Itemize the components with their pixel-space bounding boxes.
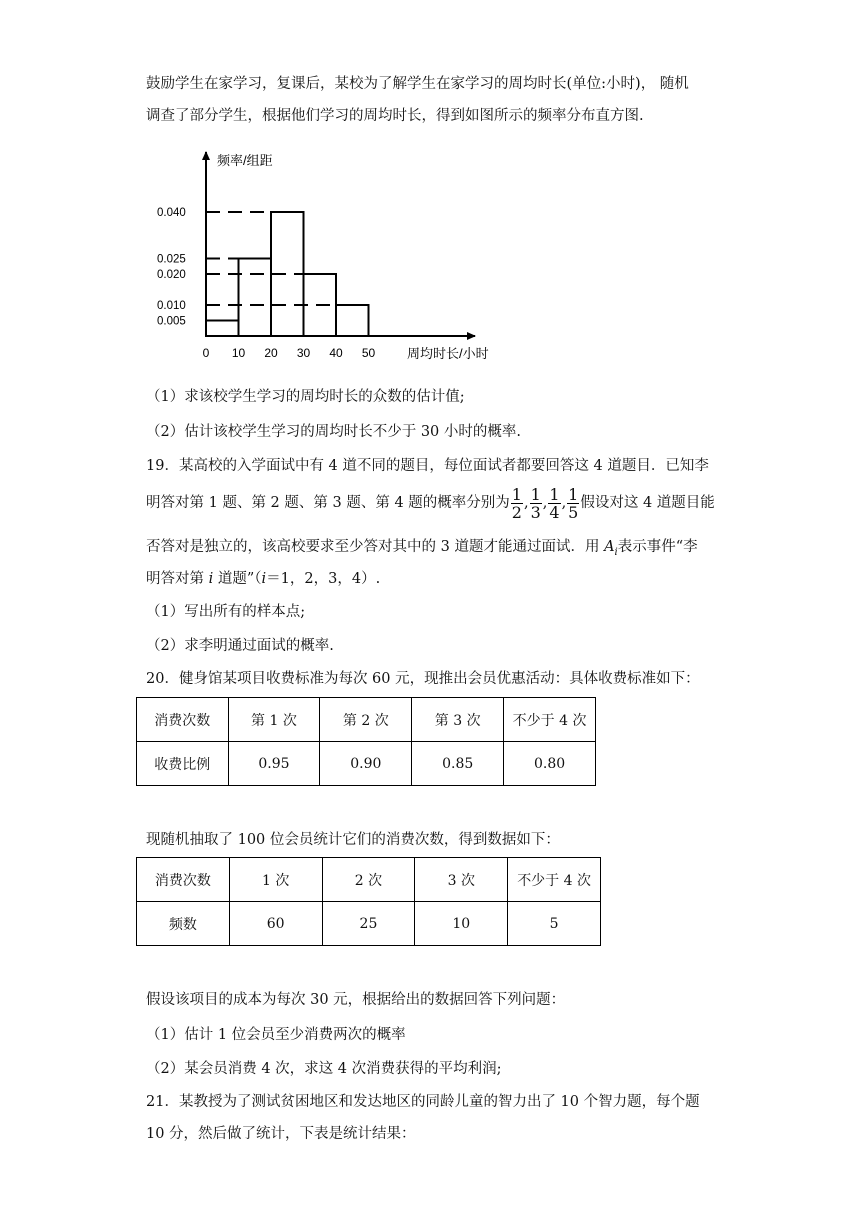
table-cell: 0.85 bbox=[412, 742, 504, 786]
fraction-1-4 bbox=[548, 486, 560, 521]
table-cell: 0.90 bbox=[320, 742, 412, 786]
q19-part-2: （2）求李明通过面试的概率. bbox=[146, 638, 334, 654]
intro-line-2: 调查了部分学生，根据他们学习的周均时长，得到如图所示的频率分布直方图. bbox=[146, 108, 644, 124]
index-variable: i bbox=[208, 571, 214, 587]
y-tick-label: 0.010 bbox=[157, 300, 186, 312]
fraction-denominator: 2 bbox=[511, 502, 522, 522]
x-tick-label: 20 bbox=[264, 346, 278, 360]
y-tick-label: 0.025 bbox=[157, 253, 186, 266]
fraction-denominator: 5 bbox=[568, 502, 579, 522]
table-cell: 消费次数 bbox=[137, 698, 229, 742]
histogram-bar bbox=[336, 305, 369, 336]
q19-part-1: （1）写出所有的样本点; bbox=[146, 604, 306, 620]
q19-line-3 bbox=[146, 537, 726, 563]
y-tick-label: 0.040 bbox=[157, 207, 186, 219]
q20-part-1: （1）估计 1 位会员至少消费两次的概率 bbox=[146, 1027, 406, 1043]
x-tick-label: 0 bbox=[202, 346, 210, 360]
event-subscript: i bbox=[614, 546, 618, 558]
histogram-bar bbox=[239, 259, 272, 337]
q19-line-4-post: ＝1，2，3，4）. bbox=[266, 571, 381, 587]
q20-line-2: 现随机抽取了 100 位会员统计它们的消费次数，得到数据如下： bbox=[146, 832, 560, 848]
table-row bbox=[137, 698, 596, 742]
table-row bbox=[137, 742, 596, 786]
table-cell: 频数 bbox=[137, 902, 230, 946]
y-tick-label: 0.020 bbox=[157, 269, 186, 281]
q18-part-2: （2）估计该校学生学习的周均时长不少于 30 小时的概率. bbox=[146, 424, 522, 440]
q20-part-2: （2）某会员消费 4 次，求这 4 次消费获得的平均利润; bbox=[146, 1061, 502, 1077]
y-tick-label: 0.005 bbox=[157, 315, 186, 328]
table-cell: 第 2 次 bbox=[320, 698, 412, 742]
table-cell: 2 次 bbox=[322, 858, 415, 902]
x-tick-label: 10 bbox=[231, 346, 246, 360]
q19-line-4 bbox=[146, 569, 726, 589]
q21-line-1: 21．某教授为了测试贫困地区和发达地区的同龄儿童的智力出了 10 个智力题，每个题 bbox=[146, 1094, 700, 1110]
q21-line-2: 10 分，然后做了统计，下表是统计结果： bbox=[146, 1126, 416, 1142]
table-cell: 5 bbox=[508, 902, 601, 946]
y-axis-label: 频率/组距 bbox=[217, 153, 273, 168]
fraction-denominator: 4 bbox=[549, 502, 560, 522]
q19-line-4-mid: 道题”（ bbox=[213, 571, 262, 587]
table-cell: 第 1 次 bbox=[228, 698, 320, 742]
x-tick-label: 50 bbox=[361, 346, 376, 360]
table-cell: 25 bbox=[322, 902, 415, 946]
table-cell: 不少于 4 次 bbox=[504, 698, 596, 742]
table-cell: 0.95 bbox=[228, 742, 320, 786]
q19-line-3-post: 表示事件“李 bbox=[617, 539, 698, 555]
index-variable: i bbox=[261, 571, 267, 587]
q20-line-3: 假设该项目的成本为每次 30 元，根据给出的数据回答下列问题： bbox=[146, 992, 566, 1008]
table-cell: 第 3 次 bbox=[412, 698, 504, 742]
table-cell: 收费比例 bbox=[137, 742, 229, 786]
frequency-histogram bbox=[140, 140, 510, 370]
q18-part-1: （1）求该校学生学习的周均时长的众数的估计值; bbox=[146, 389, 465, 405]
intro-line-1: 鼓励学生在家学习，复课后，某校为了解学生在家学习的周均时长(单位:小时)， 随机 bbox=[146, 76, 689, 92]
fraction-numerator: 1 bbox=[530, 484, 541, 504]
q19-line-4-pre: 明答对第 bbox=[146, 571, 209, 587]
event-variable: A bbox=[604, 539, 615, 555]
table-cell: 消费次数 bbox=[137, 858, 230, 902]
table-cell: 不少于 4 次 bbox=[508, 858, 601, 902]
q19-line-2-pre: 明答对第 1 题、第 2 题、第 3 题、第 4 题的概率分别为 bbox=[146, 495, 510, 511]
fraction-1-2 bbox=[511, 486, 523, 521]
fraction-numerator: 1 bbox=[511, 484, 522, 504]
table-row bbox=[137, 902, 601, 946]
fraction-separator: , bbox=[523, 495, 529, 511]
fee-ratio-table bbox=[136, 697, 596, 786]
fraction-separator: , bbox=[542, 495, 548, 511]
fraction-1-5 bbox=[567, 486, 579, 521]
x-axis-label: 周均时长/小时 bbox=[407, 346, 489, 361]
table-cell: 1 次 bbox=[229, 858, 322, 902]
fraction-denominator: 3 bbox=[530, 502, 541, 522]
table-cell: 3 次 bbox=[415, 858, 508, 902]
x-tick-label: 40 bbox=[329, 346, 343, 360]
q19-line-3-pre: 否答对是独立的，该高校要求至少答对其中的 3 道题才能通过面试．用 bbox=[146, 539, 605, 555]
table-cell: 0.80 bbox=[504, 742, 596, 786]
x-tick-label: 30 bbox=[296, 346, 311, 360]
table-cell: 60 bbox=[229, 902, 322, 946]
table-row bbox=[137, 858, 601, 902]
q20-line-1: 20．健身馆某项目收费标准为每次 60 元，现推出会员优惠活动：具体收费标准如下： bbox=[146, 671, 700, 687]
frequency-table bbox=[136, 857, 601, 946]
fraction-1-3 bbox=[530, 486, 542, 521]
fraction-numerator: 1 bbox=[549, 484, 560, 504]
fraction-numerator: 1 bbox=[568, 484, 579, 504]
q19-line-2-post: 假设对这 4 道题目能 bbox=[580, 495, 715, 511]
histogram-bar bbox=[206, 321, 239, 337]
q19-line-1: 19．某高校的入学面试中有 4 道不同的题目，每位面试者都要回答这 4 道题目．已知李 bbox=[146, 458, 709, 474]
table-cell: 10 bbox=[415, 902, 508, 946]
q19-line-2 bbox=[146, 478, 726, 528]
fraction-separator: , bbox=[561, 495, 567, 511]
